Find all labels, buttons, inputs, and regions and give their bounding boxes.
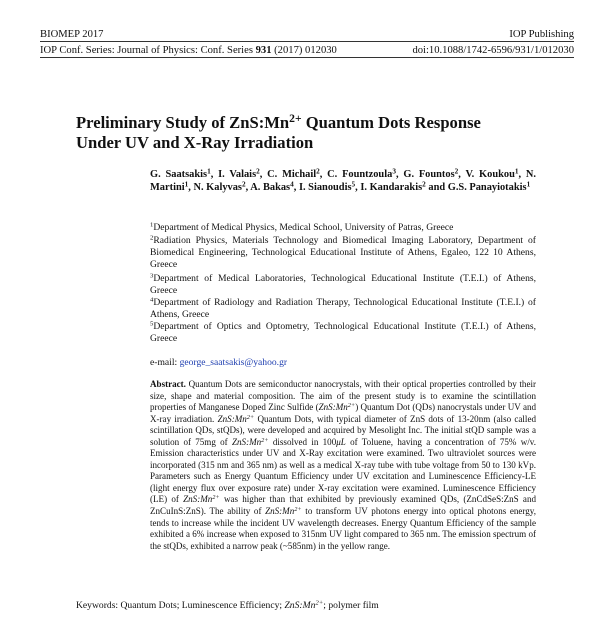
paper-title: Preliminary Study of $ZnS:Mn^{2+}$ Quantum Dots Response Under UV and X-Ray Irradiation	[76, 112, 481, 152]
abstract-label: Abstract.	[150, 379, 186, 389]
doi: doi:10.1088/1742-6596/931/1/012030	[412, 45, 574, 56]
author-name: G.S. Panayiotakis$^1$	[447, 180, 531, 193]
journal-series: IOP Conf. Series: Journal of Physics: Conf. Series 931 (2017) 012030	[40, 45, 337, 56]
keywords: Keywords: Quantum Dots; Luminescence Efficiency; $ZnS:Mn^{2+}$; polymer film	[76, 599, 379, 611]
author-name: N. Kalyvas$^2$	[193, 180, 246, 193]
header-rule-top	[40, 41, 574, 42]
author-name: I. Kandarakis$^2$	[360, 180, 426, 193]
abstract: Abstract. Quantum Dots are semiconductor nanocrystals, with their optical properties controlled by their size, shape and material composition. The aim of the present study is to examine the scintillation properties of Manganese Doped Zinc Sulfide $(ZnS:Mn^{2+})$ Quantum Dot (QDs) nanocrystals under UV and X-ray irradiation. $ZnS:Mn^{2+}$ Quantum Dots, with typical diameter of ZnS dots of 13-20nm (also called scintillation QDs, stQDs), were developed and acquired by Mesolight Inc. The initial stQD sample was a solution of 75mg of $ZnS:Mn^{2+}$ dissolved in 100μL of Toluene, having a concentration of 75% w/v. Emission characteristics under UV and X-Ray excitation were examined. Two ultraviolet sources were incorporated (315 nm and 365 nm) as well as a medical X-ray tube with tube voltage from 50 to 130 kVp. Parameters such as Energy Quantum Efficiency under UV excitation and Luminescence Efficiency-LE (light energy flux over exposure rate) under X-ray excitation were examined. Luminescence Efficiency (LE) of $ZnS:Mn^{2+}$ was higher than that exhibited by previously examined QDs, (ZnCdSeS:ZnS and ZnCuInS:ZnS). The ability of $ZnS:Mn^{2+}$ to transform UV photons energy into optical photons energy, tends to increase while the incident UV wavelength decreases. Energy Quantum Efficiency of the sample exhibited a 6% increase when exposed to 315nm UV light compared to 365 nm. The emission spectrum of the stQDs, exhibited a narrow peak (~585nm) in the yellow range.	[150, 379, 537, 551]
author-name: I. Valais$^2$	[218, 167, 260, 180]
author-name: V. Koukou$^1$	[465, 167, 519, 180]
affiliation-3: $^3$Department of Medical Laboratories, Technological Educational Institute (T.E.I.) of Athens, Greece	[150, 272, 536, 296]
author-name: C. Fountzoula$^3$	[327, 167, 396, 180]
header-rule-bottom	[40, 57, 574, 58]
affiliation-4: $^4$Department of Radiology and Radiation Therapy, Technological Educational Institute (T.E.I.) of Athens, Greece	[150, 296, 536, 320]
author-list: G. Saatsakis$^1$, I. Valais$^2$, C. Michail$^2$, C. Fountzoula$^3$, G. Fountos$^2$, V. Koukou$^1$, N. Martini$^1$, N. Kalyvas$^2$, A. Bakas$^4$, I. Sianoudis$^5$, I. Kandarakis$^2$ and G.S. Panayiotakis$^1$	[150, 167, 537, 193]
author-name: G. Fountos$^2$	[403, 167, 459, 180]
author-name: I. Sianoudis$^5$	[298, 180, 356, 193]
journal-volume: 931	[255, 45, 272, 56]
author-name: G. Saatsakis$^1$	[150, 167, 211, 180]
publisher-name: IOP Publishing	[509, 29, 574, 40]
conference-name: BIOMEP 2017	[40, 29, 104, 40]
email-link[interactable]: george_saatsakis@yahoo.gr	[179, 357, 288, 368]
author-name: N. Martini$^1$	[150, 169, 537, 193]
author-name: A. Bakas$^4$	[250, 180, 294, 193]
affiliation-1: $^1$Department of Medical Physics, Medical School, University of Patras, Greece	[150, 221, 454, 233]
affiliation-2: $^2$Radiation Physics, Materials Technology and Biomedical Imaging Laboratory, Department of Biomedical Engineering, Technological Educational Institute of Athens, Egaleo, 122 10 Athens, Greece	[150, 234, 536, 270]
author-name: C. Michail$^2$	[267, 167, 320, 180]
contact-email: e-mail: george_saatsakis@yahoo.gr	[150, 357, 288, 368]
affiliation-5: $^5$Department of Optics and Optometry, Technological Educational Institute (T.E.I.) of Athens, Greece	[150, 320, 536, 344]
